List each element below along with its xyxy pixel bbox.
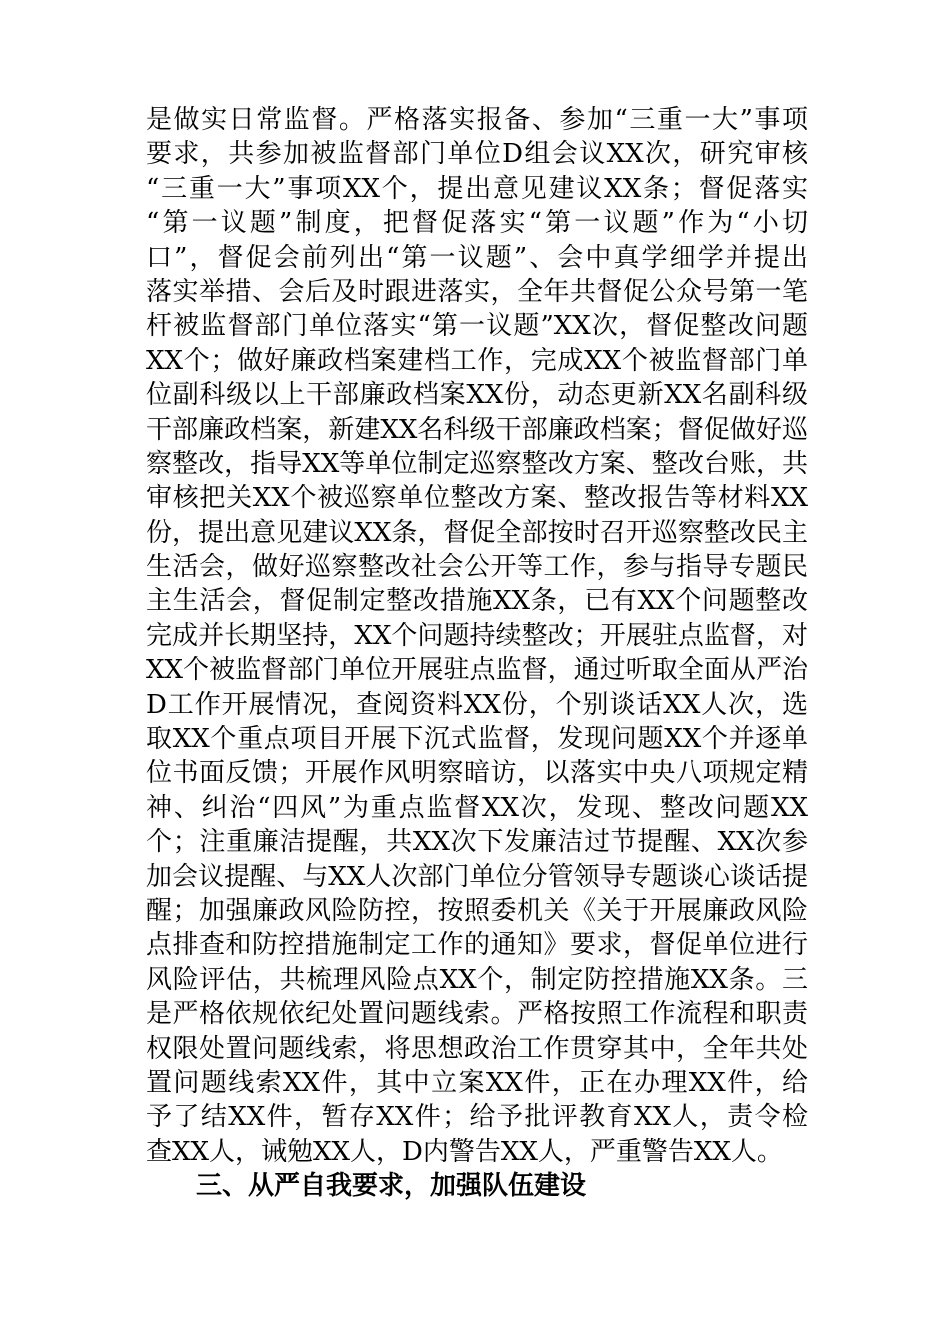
text-line: 审核把关XX个被巡察单位整改方案、整改报告等材料XX [146, 483, 808, 514]
text-line: 风险评估，共梳理风险点XX个，制定防控措施XX条。三 [146, 964, 808, 995]
text-line: 点排查和防控措施制定工作的通知》要求，督促单位进行 [146, 930, 808, 961]
text-line: 权限处置问题线索，将思想政治工作贯穿其中，全年共处 [146, 1033, 808, 1064]
text-line: 置问题线索XX件，其中立案XX件，正在办理XX件，给 [146, 1067, 808, 1098]
text-line: “第一议题”制度，把督促落实“第一议题”作为“小切 [146, 208, 808, 239]
text-line: 察整改，指导XX等单位制定巡察整改方案、整改台账，共 [146, 448, 808, 479]
text-line: 神、纠治“四风”为重点监督XX次，发现、整改问题XX [146, 792, 808, 823]
text-line: 口”，督促会前列出“第一议题”、会中真学细学并提出 [146, 242, 808, 273]
text-line: 主生活会，督促制定整改措施XX条，已有XX个问题整改 [146, 586, 808, 617]
text-line: 个；注重廉洁提醒，共XX次下发廉洁过节提醒、XX次参 [146, 827, 808, 858]
text-line: 干部廉政档案，新建XX名科级干部廉政档案；督促做好巡 [146, 414, 808, 445]
text-line: 位书面反馈；开展作风明察暗访，以落实中央八项规定精 [146, 758, 808, 789]
text-line: XX个被监督部门单位开展驻点监督，通过听取全面从严治 [146, 655, 808, 686]
text-line: 加会议提醒、与XX人次部门单位分管领导专题谈心谈话提 [146, 861, 808, 892]
text-line: “三重一大”事项XX个，提出意见建议XX条；督促落实 [146, 173, 808, 204]
text-line: 是严格依规依纪处置问题线索。严格按照工作流程和职责 [146, 999, 808, 1030]
text-line: XX个；做好廉政档案建档工作，完成XX个被监督部门单 [146, 345, 808, 376]
text-line: 查XX人，诫勉XX人，D内警告XX人，严重警告XX人。 [146, 1136, 783, 1167]
text-line: 生活会，做好巡察整改社会公开等工作，参与指导专题民 [146, 552, 808, 583]
text-line: D工作开展情况，查阅资料XX份，个别谈话XX人次，选 [146, 689, 808, 720]
text-line: 完成并长期坚持，XX个问题持续整改；开展驻点监督，对 [146, 620, 808, 651]
text-line: 醒；加强廉政风险防控，按照委机关《关于开展廉政风险 [146, 895, 808, 926]
text-line: 落实举措、会后及时跟进落实，全年共督促公众号第一笔 [146, 276, 808, 307]
section-heading: 三、从严自我要求，加强队伍建设 [196, 1171, 587, 1202]
text-line: 杆被监督部门单位落实“第一议题”XX次，督促整改问题 [146, 311, 808, 342]
text-line: 取XX个重点项目开展下沉式监督，发现问题XX个并逐单 [146, 724, 808, 755]
text-line: 位副科级以上干部廉政档案XX份，动态更新XX名副科级 [146, 380, 808, 411]
body-paragraph [146, 103, 808, 1169]
document-page [146, 103, 808, 1204]
text-line: 份，提出意见建议XX条，督促全部按时召开巡察整改民主 [146, 517, 808, 548]
text-line: 要求，共参加被监督部门单位D组会议XX次，研究审核 [146, 139, 808, 170]
text-line: 是做实日常监督。严格落实报备、参加“三重一大”事项 [146, 105, 808, 135]
text-line: 予了结XX件，暂存XX件；给予批评教育XX人，责令检 [146, 1102, 808, 1133]
